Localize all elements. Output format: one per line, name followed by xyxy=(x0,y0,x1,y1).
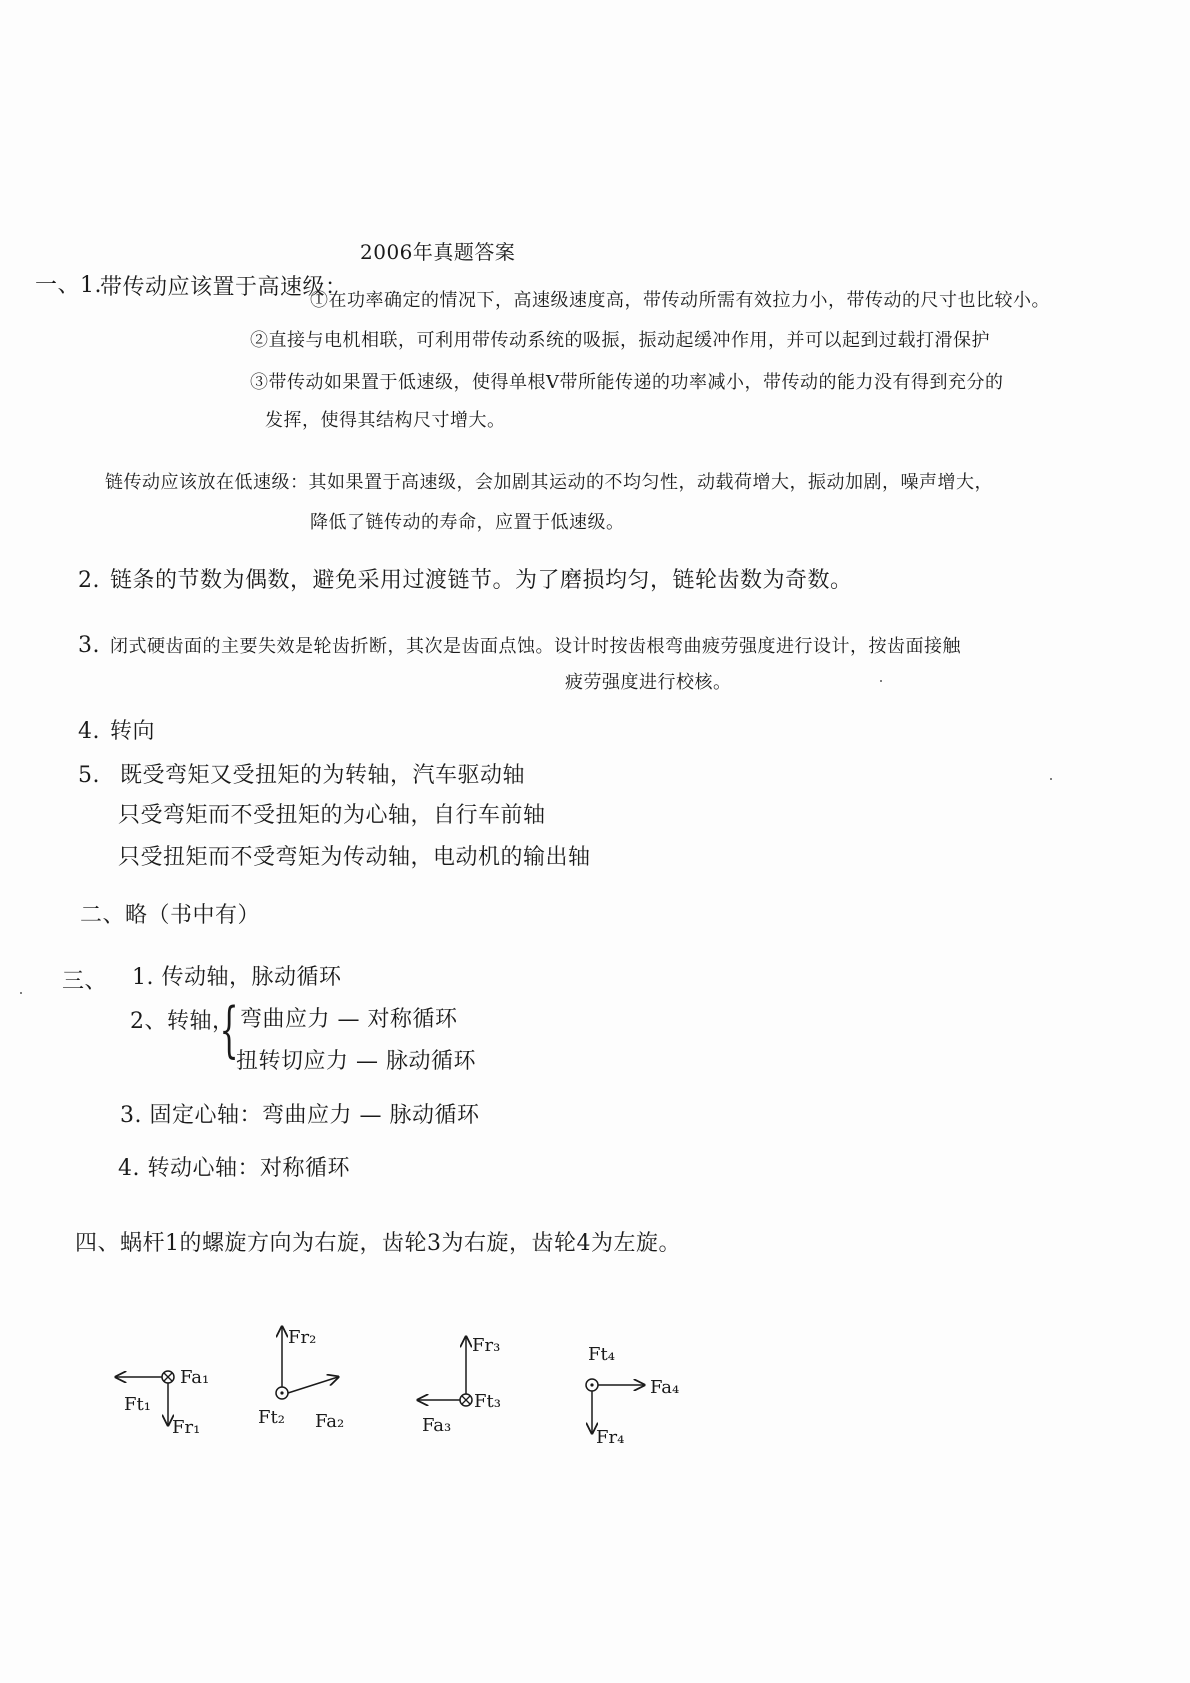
section-2-text: 二、略（书中有） xyxy=(80,903,261,928)
s3-item-2-bending: 弯曲应力 — 对称循环 xyxy=(240,1007,458,1032)
q5-line-1: 既受弯矩又受扭矩的为转轴，汽车驱动轴 xyxy=(120,763,526,788)
q4-answer: 转向 xyxy=(110,719,156,744)
s3-item-1: 1. 传动轴，脉动循环 xyxy=(132,965,342,990)
gear2-ft-label: Ft₂ xyxy=(258,1407,285,1428)
gear4-ft-label: Ft₄ xyxy=(588,1344,615,1365)
q5-line-2: 只受弯矩而不受扭矩的为心轴，自行车前轴 xyxy=(118,803,546,828)
q3-answer-cont: 疲劳强度进行校核。 xyxy=(565,672,732,693)
gear2-fa-label: Fa₂ xyxy=(315,1411,345,1432)
gear1-fa-label: Fa₁ xyxy=(180,1367,210,1388)
gear4-fr-label: Fr₄ xyxy=(596,1427,625,1448)
gear2-fa-arrow xyxy=(288,1377,338,1393)
belt-reason-2: ②直接与电机相联，可利用带传动系统的吸振，振动起缓冲作用，并可以起到过载打滑保护 xyxy=(250,330,990,351)
q2-number: 2. xyxy=(78,568,100,593)
s3-brace: { xyxy=(219,995,239,1065)
belt-heading: 带传动应该置于高速级： xyxy=(100,275,348,300)
gear1-ft-label: Ft₁ xyxy=(124,1394,151,1415)
belt-reason-3-cont: 发挥，使得其结构尺寸增大。 xyxy=(265,410,506,431)
s3-item-2-torsion: 扭转切应力 — 脉动循环 xyxy=(236,1049,476,1074)
q3-answer: 闭式硬齿面的主要失效是轮齿折断，其次是齿面点蚀。设计时按齿根弯曲疲劳强度进行设计，按齿面接触 xyxy=(110,636,961,657)
gear4-force-group xyxy=(586,1344,679,1448)
section-3-number: 三、 xyxy=(62,969,108,994)
scan-speck xyxy=(1050,778,1052,780)
section-4-text: 四、蜗杆1的螺旋方向为右旋，齿轮3为右旋，齿轮4为左旋。 xyxy=(75,1231,681,1256)
page-title: 2006年真题答案 xyxy=(360,240,516,264)
q3-number: 3. xyxy=(78,633,100,658)
gear2-force-group xyxy=(258,1327,344,1432)
chain-drive-text-cont: 降低了链传动的寿命，应置于低速级。 xyxy=(310,512,625,533)
gear3-force-group xyxy=(418,1335,501,1436)
s3-item-3: 3. 固定心轴：弯曲应力 — 脉动循环 xyxy=(120,1103,480,1128)
gear1-fr-label: Fr₁ xyxy=(172,1417,201,1438)
belt-reason-1: ①在功率确定的情况下，高速级速度高，带传动所需有效拉力小，带传动的尺寸也比较小。 xyxy=(310,290,1050,311)
chain-drive-text: 链传动应该放在低速级：其如果置于高速级，会加剧其运动的不均匀性，动载荷增大，振动加剧，噪声增大， xyxy=(105,472,993,493)
gear4-fa-label: Fa₄ xyxy=(650,1377,680,1398)
scan-speck xyxy=(20,992,22,994)
gear3-ft-label: Ft₃ xyxy=(474,1391,501,1412)
s3-item-2-label: 2、转轴， xyxy=(130,1009,235,1034)
gear2-fr-label: Fr₂ xyxy=(288,1327,317,1348)
q5-number: 5. xyxy=(78,763,100,788)
gear3-fr-label: Fr₃ xyxy=(472,1335,501,1356)
gear3-fa-label: Fa₃ xyxy=(422,1415,452,1436)
q5-line-3: 只受扭矩而不受弯矩为传动轴，电动机的输出轴 xyxy=(118,845,591,870)
q2-answer: 链条的节数为偶数，避免采用过渡链节。为了磨损均匀，链轮齿数为奇数。 xyxy=(110,568,853,593)
q4-number: 4. xyxy=(78,719,100,744)
belt-reason-3: ③带传动如果置于低速级，使得单根V带所能传递的功率减小，带传动的能力没有得到充分的 xyxy=(250,372,1004,393)
s3-item-4: 4. 转动心轴：对称循环 xyxy=(118,1156,350,1181)
force-diagram xyxy=(110,1327,810,1475)
gear1-force-group xyxy=(116,1367,209,1438)
section-1-number: 一、1. xyxy=(35,273,102,298)
scan-speck xyxy=(880,680,882,682)
